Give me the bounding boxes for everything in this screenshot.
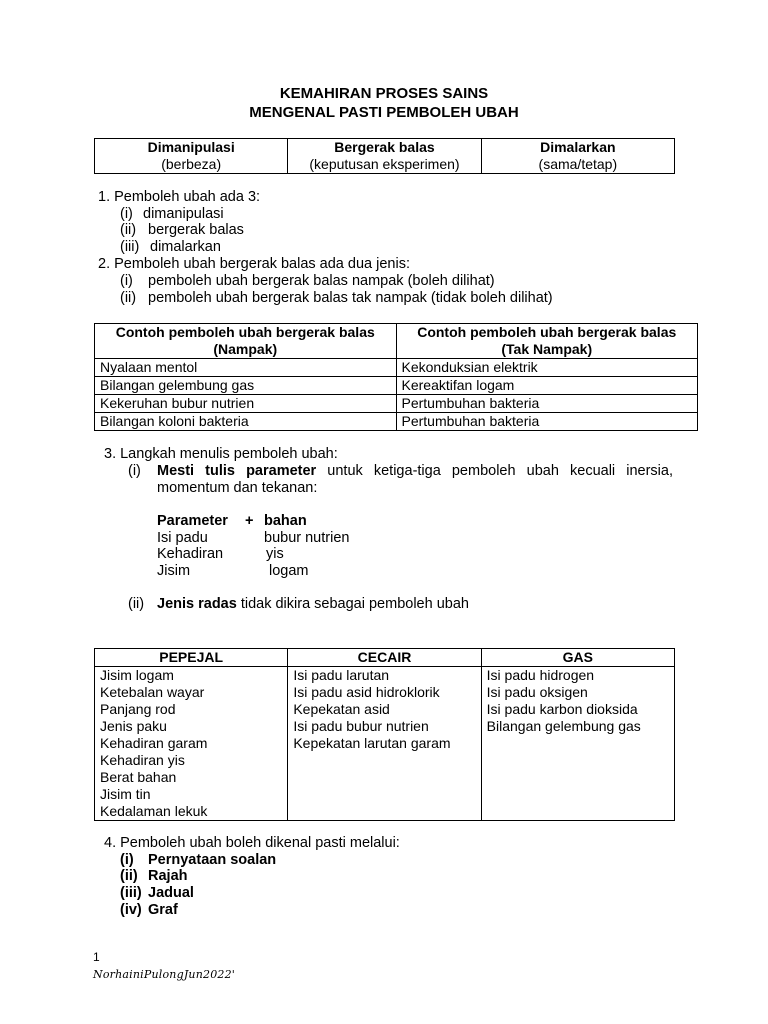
list-item: Isi padu larutan [293, 667, 390, 683]
point3-sub2-text [157, 596, 469, 613]
point1-item-text: dimalarkan [150, 239, 221, 255]
point2-item-num: (ii) [120, 290, 137, 306]
list-item: Isi padu karbon dioksida [486, 701, 638, 717]
formula-bahan: bahan [264, 513, 307, 529]
table-cell: Kereaktifan logam [396, 377, 698, 395]
header-line: Contoh pemboleh ubah bergerak balas [417, 324, 677, 340]
table-header: PEPEJAL [95, 649, 288, 667]
pair-param: Jisim [157, 563, 191, 579]
list-item: Kepekatan asid [293, 701, 390, 717]
list-item: Isi padu asid hidroklorik [293, 684, 440, 700]
header-line: Contoh pemboleh ubah bergerak balas [115, 324, 375, 340]
formula-parameter: Parameter [157, 513, 228, 529]
point1-item-text: bergerak balas [148, 222, 244, 238]
point2-item-text: pemboleh ubah bergerak balas nampak (boleh dilihat) [148, 273, 495, 289]
point3-sub2-bold: Jenis radas [157, 596, 237, 612]
point4-item-num: (iii) [120, 885, 142, 901]
pair-material: yis [266, 546, 284, 562]
table-row [95, 377, 698, 395]
point1-item-num: (iii) [120, 239, 140, 255]
list-item: Isi padu bubur nutrien [293, 718, 429, 734]
list-item: Bilangan gelembung gas [486, 718, 641, 734]
table-header: CECAIR [288, 649, 481, 667]
table-cell: Bilangan gelembung gas [95, 377, 397, 395]
page-title: KEMAHIRAN PROSES SAINS [279, 85, 489, 102]
table-header: GAS [481, 649, 674, 667]
table-header [396, 324, 698, 359]
list-item: Kepekatan larutan garam [293, 735, 451, 751]
table-cell: Pertumbuhan bakteria [396, 395, 698, 413]
table-cell: Bilangan koloni bakteria [95, 413, 397, 431]
point2-heading: 2. Pemboleh ubah bergerak balas ada dua jenis: [98, 256, 410, 272]
state-of-matter-table [94, 648, 675, 821]
point1-item-text: dimanipulasi [143, 206, 224, 222]
table-cell: Kekonduksian elektrik [396, 359, 698, 377]
variable-cell [288, 139, 481, 174]
pair-material: logam [269, 563, 309, 579]
point3-sub1-bold: Mesti tulis parameter [157, 463, 317, 479]
list-item: Kehadiran garam [100, 735, 208, 751]
point3-sub2-rest: tidak dikira sebagai pemboleh ubah [236, 596, 469, 612]
variable-name: Bergerak balas [334, 139, 435, 155]
table-cell: Pertumbuhan bakteria [396, 413, 698, 431]
list-item: Jenis paku [100, 718, 167, 734]
list-item: Panjang rod [100, 701, 176, 717]
variable-name: Dimanipulasi [147, 139, 235, 155]
list-item: Berat bahan [100, 769, 177, 785]
variable-name: Dimalarkan [540, 139, 616, 155]
point2-item-num: (i) [120, 273, 133, 289]
author-signature: NorhainiPulongJun2022' [93, 968, 236, 981]
point4-item-text: Pernyataan soalan [148, 852, 277, 868]
point4-heading: 4. Pemboleh ubah boleh dikenal pasti melalui: [104, 835, 400, 851]
responding-variable-examples-table [94, 323, 698, 431]
point4-item-num: (ii) [120, 868, 138, 884]
pair-param: Isi padu [157, 530, 208, 546]
variable-cell [481, 139, 674, 174]
point4-item-text: Jadual [148, 885, 194, 901]
point4-item-text: Rajah [148, 868, 188, 884]
point3-sub1-rest: untuk ketiga-tiga pemboleh ubah kecuali inersia, momentum dan tekanan: [157, 463, 673, 496]
formula-plus: + [245, 513, 254, 529]
pair-material: bubur nutrien [264, 530, 350, 546]
point1-item-num: (ii) [120, 222, 137, 238]
variable-cell [95, 139, 288, 174]
point4-item-num: (i) [120, 852, 134, 868]
page-subtitle: MENGENAL PASTI PEMBOLEH UBAH [249, 104, 519, 121]
gas-column [481, 667, 674, 821]
solid-column [95, 667, 288, 821]
point3-sub1-text [157, 463, 673, 497]
page-number: 1 [93, 950, 100, 964]
table-cell: Kekeruhan bubur nutrien [95, 395, 397, 413]
list-item: Isi padu hidrogen [486, 667, 595, 683]
point4-item-num: (iv) [120, 902, 142, 918]
point3-sub2-num: (ii) [128, 596, 145, 612]
liquid-column [288, 667, 481, 821]
variable-desc: (sama/tetap) [538, 156, 618, 172]
table-row [95, 395, 698, 413]
table-header [95, 324, 397, 359]
list-item: Ketebalan wayar [100, 684, 205, 700]
point3-sub1-num: (i) [128, 463, 141, 479]
point2-item-text: pemboleh ubah bergerak balas tak nampak (tidak boleh dilihat) [148, 290, 553, 306]
list-item: Kedalaman lekuk [100, 803, 208, 819]
table-row [95, 359, 698, 377]
table-cell: Nyalaan mentol [95, 359, 397, 377]
point4-item-text: Graf [148, 902, 178, 918]
pair-param: Kehadiran [157, 546, 224, 562]
point1-item-num: (i) [120, 206, 133, 222]
list-item: Isi padu oksigen [486, 684, 588, 700]
list-item: Jisim logam [100, 667, 174, 683]
variables-table [94, 138, 675, 174]
point3-heading: 3. Langkah menulis pemboleh ubah: [104, 446, 338, 462]
variable-desc: (berbeza) [161, 156, 222, 172]
table-row [95, 413, 698, 431]
list-item: Jisim tin [100, 786, 151, 802]
point1-heading: 1. Pemboleh ubah ada 3: [98, 189, 261, 205]
header-line: (Tak Nampak) [501, 341, 593, 357]
list-item: Kehadiran yis [100, 752, 185, 768]
header-line: (Nampak) [213, 341, 278, 357]
variable-desc: (keputusan eksperimen) [309, 156, 460, 172]
